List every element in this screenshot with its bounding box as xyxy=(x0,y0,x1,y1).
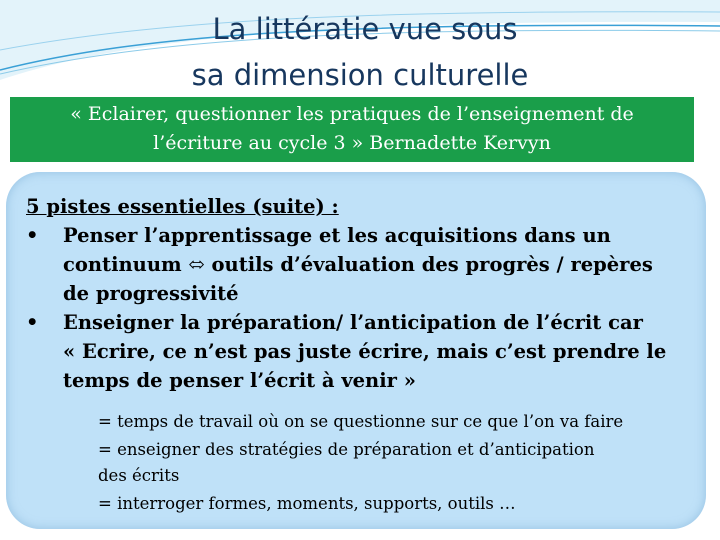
main-content xyxy=(26,192,696,395)
bullet-item xyxy=(26,308,696,395)
slide-title xyxy=(0,6,720,98)
bullet-line: Enseigner la préparation/ l’anticipation de l’écrit car xyxy=(63,311,643,334)
sub-points xyxy=(98,409,698,517)
bullet-item xyxy=(26,221,696,308)
bullet-line: Penser l’apprentissage et les acquisitions dans un xyxy=(63,224,611,247)
sub-point-line: = temps de travail où on se questionne sur ce que l’on va faire xyxy=(98,412,624,431)
bullet-icon: • xyxy=(26,224,39,247)
bullet-line: « Ecrire, ce n’est pas juste écrire, mais c’est prendre le xyxy=(63,340,667,363)
title-line-2: sa dimension culturelle xyxy=(191,58,529,92)
sub-point-line: = interroger formes, moments, supports, outils … xyxy=(98,494,516,513)
title-line-1: La littératie vue sous xyxy=(212,12,518,46)
sub-point-line: des écrits xyxy=(98,466,180,485)
sub-point-line: = enseigner des stratégies de préparation et d’anticipation xyxy=(98,440,595,459)
reference-banner xyxy=(10,97,694,162)
bullet-line: de progressivité xyxy=(63,282,239,305)
section-heading: 5 pistes essentielles (suite) : xyxy=(26,195,339,218)
bullet-line: temps de penser l’écrit à venir » xyxy=(63,369,416,392)
reference-line-1: « Eclairer, questionner les pratiques de l’enseignement de xyxy=(70,103,634,125)
bullet-line: continuum ⬄ outils d’évaluation des progrès / repères xyxy=(63,253,653,276)
reference-line-2: l’écriture au cycle 3 » Bernadette Kervyn xyxy=(153,132,551,154)
bullet-icon: • xyxy=(26,311,39,334)
